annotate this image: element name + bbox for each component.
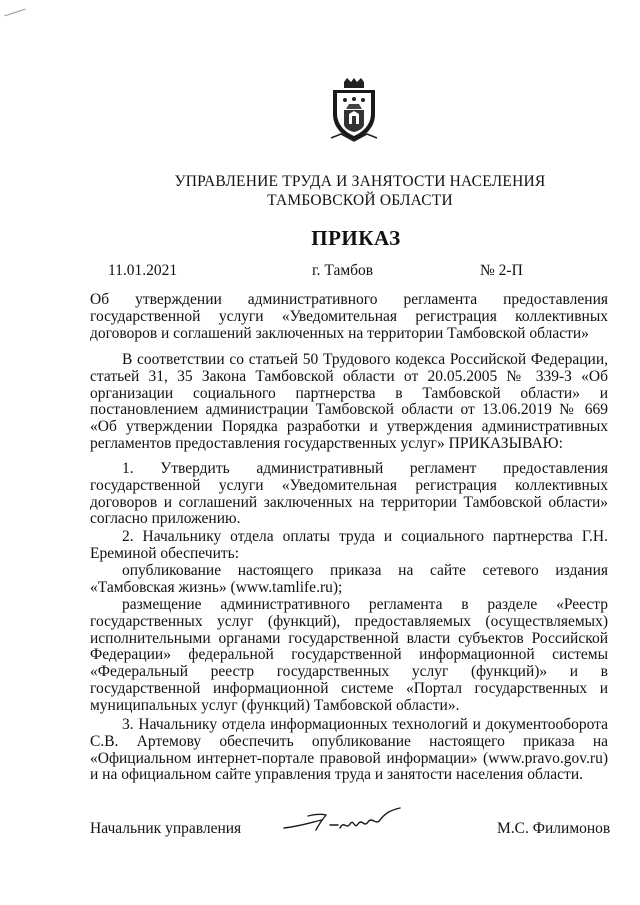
document-subject: Об утверждении административного регламента предоставления государственной услуги «Уведомительная регистрация коллективных договоров и соглашений заключенных на территории Тамбовской области» bbox=[90, 291, 608, 342]
document-city: г. Тамбов bbox=[312, 262, 374, 279]
organization-name-line1: УПРАВЛЕНИЕ ТРУДА И ЗАНЯТОСТИ НАСЕЛЕНИЯ bbox=[174, 173, 546, 190]
document-title: ПРИКАЗ bbox=[311, 226, 401, 250]
document-number: № 2-П bbox=[480, 262, 523, 279]
item-2-paragraph: 2. Начальнику отдела оплаты труда и социального партнерства Г.Н. Ереминой обеспечить: bbox=[90, 528, 608, 562]
organization-name-line2: ТАМБОВСКОЙ ОБЛАСТИ bbox=[267, 192, 453, 209]
item-3-paragraph: 3. Начальнику отдела информационных технологий и документооборота С.В. Артемову обеспечить опубликование настоящего приказа на «Официальном интернет-портале правовой информации» (www.pravo.gov.ru) и на официальном сайте управления труда и занятости населения области. bbox=[90, 716, 608, 784]
item-2a-paragraph: опубликование настоящего приказа на сайте сетевого издания «Тамбовская жизнь» (www.tamlife.ru); bbox=[90, 562, 608, 596]
item-2b-paragraph: размещение административного регламента в разделе «Реестр государственных услуг (функций), предоставляемых (осуществляемых) исполнительными органами государственной власти субъектов Российской Федерации» федеральной государственной информационной системы «Федеральный реестр государственных услуг (функций)» и в государственной информационной системе «Портал государственных и муниципальных услуг (функций) Тамбовской области». bbox=[90, 596, 608, 714]
signatory-name: М.С. Филимонов bbox=[497, 820, 611, 837]
signature-icon bbox=[282, 806, 402, 836]
organization-name bbox=[0, 172, 640, 210]
preamble-paragraph: В соответствии со статьей 50 Трудового кодекса Российской Федерации, статьей 31, 35 Закона Тамбовской области от 20.05.2005 № 339-З «Об организации социального партнерства в Тамбовской области» и постановлением администрации Тамбовской области от 13.06.2019 № 669 «Об утверждении Порядка разработки и утверждения административных регламентов предоставления государственных услуг» ПРИКАЗЫВАЮ: bbox=[90, 351, 608, 452]
scan-artifact bbox=[4, 9, 25, 17]
coat-of-arms-icon bbox=[327, 78, 381, 142]
document-date: 11.01.2021 bbox=[108, 262, 178, 279]
item-1-paragraph: 1. Утвердить административный регламент предоставления государственной услуги «Уведомительная регистрация коллективных договоров и соглашений заключенных на территории Тамбовской области» согласно приложению. bbox=[90, 460, 608, 528]
signatory-position: Начальник управления bbox=[90, 820, 242, 837]
